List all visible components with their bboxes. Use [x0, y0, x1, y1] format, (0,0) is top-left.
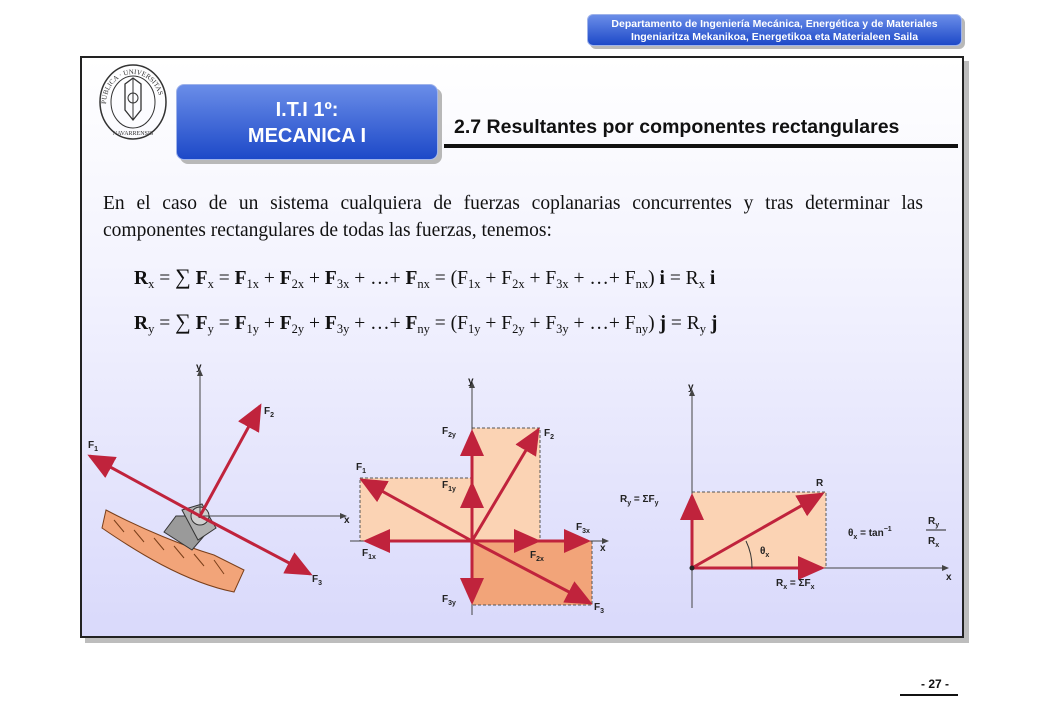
- fig2-f3y-label: $F_{3y}$: [442, 594, 456, 607]
- force-f2-arrow: [200, 406, 260, 516]
- fig2-f3-label: $F_3$: [594, 602, 605, 615]
- figure-rectangular-components: [350, 370, 610, 615]
- course-name: MECANICA I: [247, 125, 367, 147]
- fig2-y-label: y: [468, 376, 474, 387]
- fig1-f2-label: $F_2$: [264, 406, 275, 419]
- university-seal-logo: [98, 62, 168, 142]
- svg-text:NAVARRENSIS: NAVARRENSIS: [112, 131, 154, 137]
- ground-support: [102, 504, 244, 592]
- equation-rx: $R_x$ = ∑ $F_x = F_{1x} + F_{2x} + F_{3x}$ + …+ $F_{nx} = (F_{1x} + F_{2x} + F_{3x}$ + …+ $F_{nx}$) $i = R_x$ i: [134, 264, 716, 291]
- fig3-theta-formula: $\theta_x = \tan^{-1}$: [848, 526, 892, 541]
- title-underline: [444, 144, 958, 148]
- page-number: - 27 -: [921, 677, 950, 691]
- course-badge: [176, 84, 438, 160]
- figure-concurrent-forces: [84, 360, 367, 608]
- page-number-underline: [900, 694, 958, 696]
- fig3-ry-label: $R_y = \Sigma F_y$: [620, 494, 659, 507]
- fig3-r-label: R: [816, 478, 824, 489]
- fig3-frac-num: $R_y$: [928, 516, 940, 529]
- department-name-eu: Ingeniaritza Mekanikoa, Energetikoa eta Materialeen Saila: [630, 31, 919, 43]
- fig1-y-label: y: [196, 362, 202, 373]
- course-level: I.T.I 1º:: [275, 99, 339, 121]
- fig1-f3-label: $F_3$: [312, 574, 323, 587]
- fig3-rx-label: $R_x = \Sigma F_x$: [776, 578, 815, 591]
- fig2-f1y-label: $F_{1y}$: [442, 480, 456, 493]
- equation-ry: $R_y$ = ∑ $F_y = F_{1y} + F_{2y} + F_{3y}$ + …+ $F_{ny} = (F_{1y} + F_{2y} + F_{3y}$ + …+ $F_{ny}$) $j = R_y$ j: [134, 309, 718, 336]
- svg-text:PUBLICA · UNIVERSITAS: PUBLICA · UNIVERSITAS: [99, 67, 165, 105]
- department-name-es: Departamento de Ingeniería Mecánica, Energética y de Materiales: [611, 18, 938, 30]
- fig1-x-label: x: [344, 515, 350, 526]
- force-f1-arrow: [90, 456, 200, 516]
- section-title: 2.7 Resultantes por componentes rectangulares: [454, 116, 900, 138]
- figure-resultant: [610, 376, 960, 616]
- fig2-x-label: x: [600, 543, 606, 554]
- fig3-theta-label: $\theta_x$: [760, 546, 770, 559]
- department-header: [587, 14, 962, 46]
- fig2-f3x-label: $F_{3x}$: [576, 522, 590, 535]
- fig3-x-label: x: [946, 572, 952, 583]
- fig2-f1x-label: $F_{1x}$: [362, 548, 376, 561]
- fig2-f1-label: $F_1$: [356, 462, 367, 475]
- fig2-f2-label: $F_2$: [544, 428, 555, 441]
- fig1-f1-label: $F_1$: [88, 440, 99, 453]
- fig3-frac-den: $R_x$: [928, 536, 940, 549]
- fig2-f2y-label: $F_{2y}$: [442, 426, 456, 439]
- fig2-f2x-label: $F_{2x}$: [530, 550, 544, 563]
- intro-paragraph: En el caso de un sistema cualquiera de fuerzas coplanarias concurrentes y tras determinar las componentes rectangulares de todas las fuerzas, tenemos:: [103, 193, 923, 241]
- fig3-y-label: y: [688, 382, 694, 393]
